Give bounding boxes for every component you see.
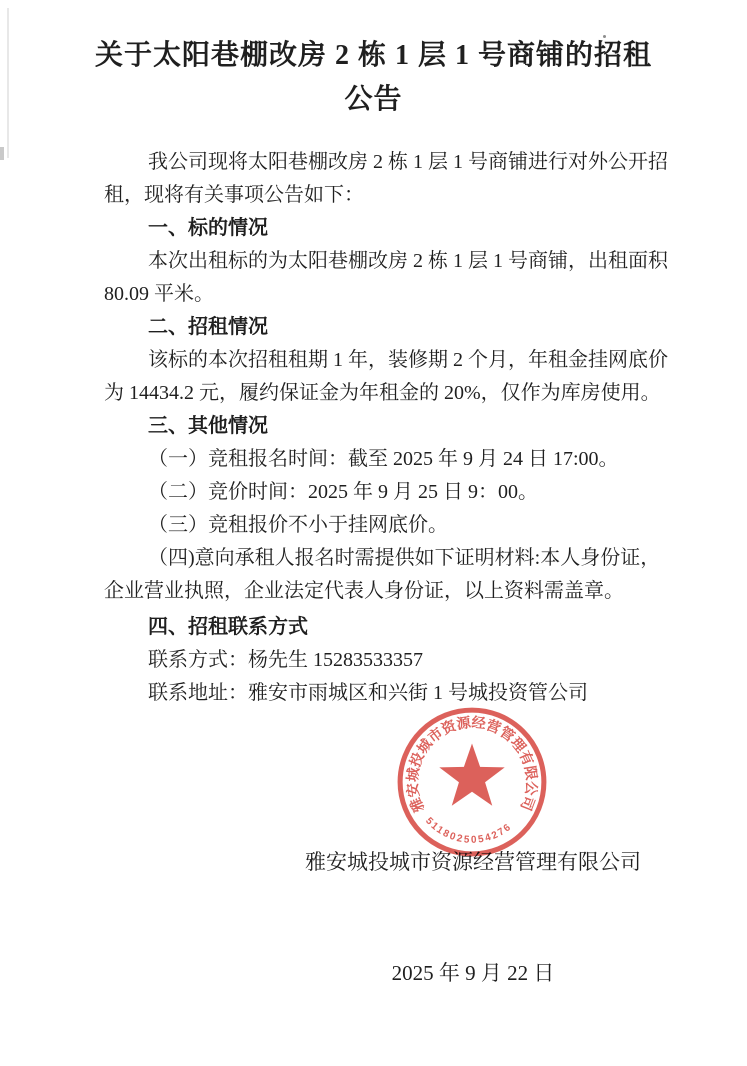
scan-artifact-dot — [603, 35, 606, 38]
seal-ring-textpath: 雅安城投城市资源经营管理有限公司 — [404, 715, 540, 815]
section3-item3: （三）竞租报价不小于挂网底价。 — [148, 514, 448, 536]
section2-line2: 为 14434.2 元，履约保证金为年租金的 20%，仅作为库房使用。 — [104, 382, 661, 404]
contact-address-line: 联系地址：雅安市雨城区和兴街 1 号城投资管公司 — [148, 682, 588, 704]
section3-item2: （二）竞价时间：2025 年 9 月 25 日 9：00。 — [148, 481, 538, 503]
section1-heading: 一、标的情况 — [148, 217, 268, 239]
contact-phone-line: 联系方式：杨先生 15283533357 — [148, 649, 423, 671]
section1-line1: 本次出租标的为太阳巷棚改房 2 栋 1 层 1 号商铺，出租面积 — [148, 250, 668, 272]
section2-line1: 该标的本次招租租期 1 年，装修期 2 个月，年租金挂网底价 — [148, 349, 668, 371]
intro-paragraph-line1: 我公司现将太阳巷棚改房 2 栋 1 层 1 号商铺进行对外公开招 — [148, 151, 668, 173]
section3-item4-line2: 企业营业执照，企业法定代表人身份证，以上资料需盖章。 — [104, 580, 624, 602]
signature-company: 雅安城投城市资源经营管理有限公司 — [305, 850, 641, 874]
page-title — [0, 34, 747, 122]
section4-heading: 四、招租联系方式 — [148, 616, 308, 638]
page-title-line1: 关于太阳巷棚改房 2 栋 1 层 1 号商铺的招租 — [94, 40, 652, 71]
scan-artifact-left-tick — [0, 147, 4, 160]
section3-heading: 三、其他情况 — [148, 415, 268, 437]
section2-heading: 二、招租情况 — [148, 316, 268, 338]
scan-artifact-left-line — [7, 8, 9, 158]
seal-star-icon — [439, 744, 504, 806]
document-body — [0, 146, 747, 710]
official-seal-stamp-icon — [391, 701, 553, 863]
section3-item4-line1: （四)意向承租人报名时需提供如下证明材料:本人身份证， — [148, 547, 661, 569]
seal-serial-number — [423, 816, 514, 846]
section1-line2: 80.09 平米。 — [104, 283, 214, 305]
section3-item1: （一）竞租报名时间：截至 2025 年 9 月 24 日 17:00。 — [148, 448, 619, 470]
seal-serial-textpath: 5118025054276 — [423, 815, 515, 846]
signature-date: 2025 年 9 月 22 日 — [391, 961, 555, 985]
page-title-line2: 公告 — [344, 84, 403, 115]
intro-paragraph-line2: 租，现将有关事项公告如下： — [104, 184, 364, 206]
